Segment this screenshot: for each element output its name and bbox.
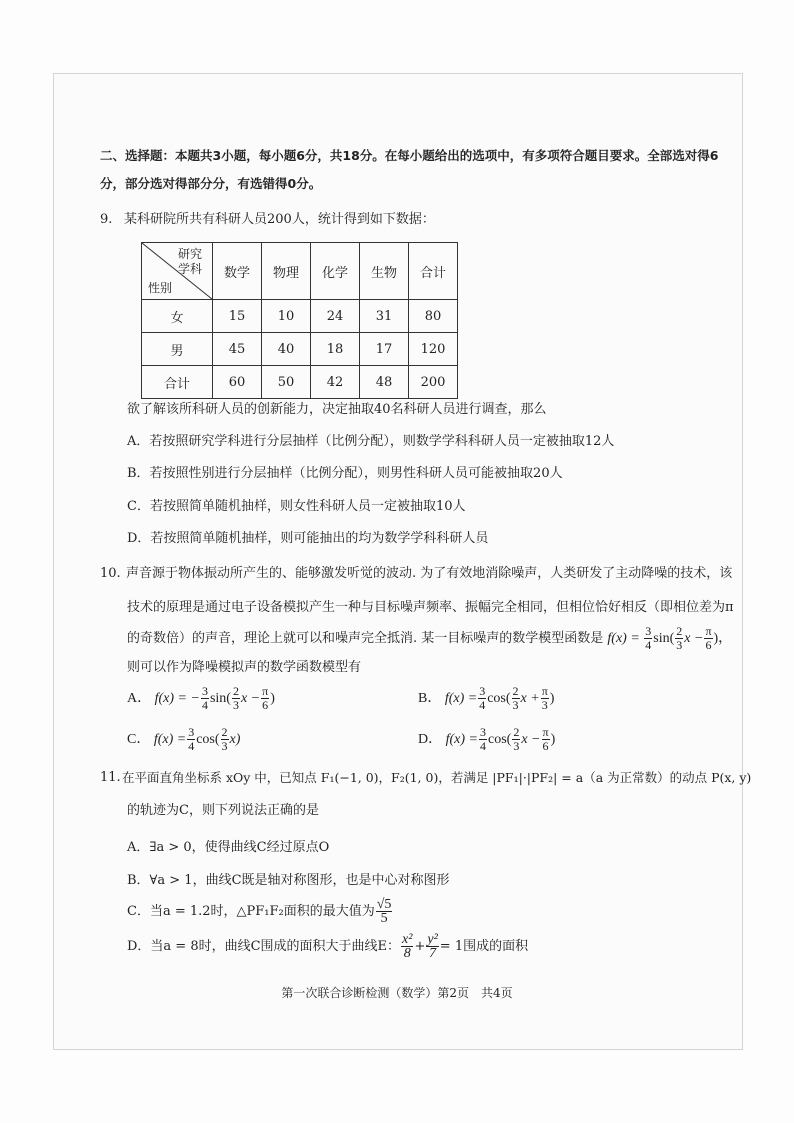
denominator: 5 xyxy=(380,911,388,926)
table-cell: 60 xyxy=(213,366,262,399)
numerator: √5 xyxy=(376,897,392,912)
closing: ) xyxy=(550,732,556,747)
q11-option-c xyxy=(127,897,393,927)
function-name: cos( xyxy=(487,691,511,706)
denominator: 4 xyxy=(645,638,652,653)
denominator: 6 xyxy=(262,698,269,713)
table-row-label: 男 xyxy=(142,333,213,366)
table-corner-cell xyxy=(142,243,213,300)
q9-option-d: D．若按照简单随机抽样，则可能抽出的均为数学学科科研人员 xyxy=(127,531,489,546)
q10-option-d xyxy=(418,726,555,754)
option-text: C．当a = 1.2时，△PF₁F₂面积的最大值为 xyxy=(127,904,375,919)
numerator: y² xyxy=(427,932,438,947)
page-footer: 第一次联合诊断检测（数学）第2页 共4页 xyxy=(281,986,513,1000)
closing: ) xyxy=(549,691,555,706)
numerator: x² xyxy=(402,932,413,947)
fx: f(x) = xyxy=(445,732,478,747)
fraction xyxy=(644,625,652,652)
q10-fx: f(x) = xyxy=(607,631,640,646)
q11-option-b: B．∀a > 1，曲线C既是轴对称图形，也是中心对称图形 xyxy=(127,873,450,888)
q9-data-table xyxy=(141,242,458,399)
fraction xyxy=(542,726,550,753)
fraction xyxy=(479,726,487,753)
operator: x − xyxy=(240,691,261,706)
fx: f(x) = − xyxy=(154,691,200,706)
denominator: 3 xyxy=(513,739,520,754)
numerator: 3 xyxy=(480,725,486,740)
numerator: π xyxy=(262,684,269,699)
numerator: 3 xyxy=(201,684,208,699)
denominator: 4 xyxy=(188,739,195,754)
fraction xyxy=(426,933,438,960)
q9-number: 9. xyxy=(100,212,113,227)
section-header-line2: 分，部分选对得部分分，有选错得0分。 xyxy=(100,176,322,191)
table-header-cell: 数学 xyxy=(213,243,262,300)
q11-option-a: A．∃a > 0，使得曲线C经过原点O xyxy=(127,840,330,855)
numerator: 2 xyxy=(513,725,520,740)
numerator: π xyxy=(541,684,548,699)
numerator: 3 xyxy=(479,684,486,699)
fraction xyxy=(201,685,209,712)
table-header-cell: 生物 xyxy=(360,243,409,300)
option-label: D． xyxy=(418,732,443,747)
denominator: 6 xyxy=(705,638,712,653)
numerator: π xyxy=(705,624,712,639)
option-label: C． xyxy=(127,732,151,747)
q10-model-function xyxy=(607,624,733,653)
q10-option-c xyxy=(127,726,240,754)
table-cell: 45 xyxy=(213,333,262,366)
fraction xyxy=(232,685,240,712)
closing: )， xyxy=(713,631,733,646)
numerator: 3 xyxy=(645,624,652,639)
table-cell: 80 xyxy=(409,300,458,333)
denominator: 8 xyxy=(403,946,411,961)
function-name: sin( xyxy=(209,691,231,706)
denominator: 3 xyxy=(232,698,239,713)
q10-line1: 声音源于物体振动所产生的、能够激发听觉的波动. 为了有效地消除噪声，人类研发了主动降噪的技术，该 xyxy=(126,566,733,581)
q10-line4: 则可以作为降噪模拟声的数学函数模型有 xyxy=(127,660,362,675)
denominator: 3 xyxy=(512,698,519,713)
fraction xyxy=(187,726,195,753)
q9-option-b: B．若按照性别进行分层抽样（比例分配），则男性科研人员可能被抽取20人 xyxy=(127,466,563,481)
fraction xyxy=(704,625,712,652)
denominator: 7 xyxy=(429,946,437,961)
numerator: 3 xyxy=(188,725,195,740)
table-cell: 18 xyxy=(311,333,360,366)
fx: f(x) = xyxy=(444,691,478,706)
operator: x − xyxy=(521,732,541,747)
corner-label-subject: 学科 xyxy=(178,262,203,276)
fraction xyxy=(512,685,520,712)
fraction xyxy=(675,625,683,652)
table-row xyxy=(142,333,458,366)
function-name: cos( xyxy=(488,732,512,747)
option-label: A． xyxy=(127,691,152,706)
fraction xyxy=(221,726,229,753)
option-text: D．当a = 8时，曲线C围成的面积大于曲线E： xyxy=(127,939,401,954)
numerator: 2 xyxy=(221,725,228,740)
option-label: B． xyxy=(418,691,442,706)
denominator: 6 xyxy=(542,739,549,754)
operator: x + xyxy=(520,691,540,706)
corner-label-research: 研究 xyxy=(178,247,203,261)
table-row xyxy=(142,300,458,333)
fraction xyxy=(541,685,549,712)
q9-stem: 某科研院所共有科研人员200人，统计得到如下数据： xyxy=(124,212,435,227)
fraction xyxy=(478,685,486,712)
q11-number: 11. xyxy=(100,770,121,785)
operator: + xyxy=(414,939,426,954)
q11-option-d xyxy=(127,932,528,962)
table-cell: 48 xyxy=(360,366,409,399)
q11-line1: 在平面直角坐标系 xOy 中，已知点 F₁(−1, 0)，F₂(1, 0)，若满足 |PF₁|·|PF₂| = a（a 为正常数）的动点 P(x, y) xyxy=(122,770,752,785)
operator: x − xyxy=(684,631,704,646)
table-cell: 31 xyxy=(360,300,409,333)
fraction xyxy=(376,898,393,925)
function-name: sin( xyxy=(653,631,675,646)
numerator: 2 xyxy=(676,624,683,639)
table-cell: 50 xyxy=(262,366,311,399)
section-header-line1: 二、选择题：本题共3小题，每小题6分，共18分。在每小题给出的选项中，有多项符合题目要求。全部选对得6 xyxy=(100,148,719,163)
denominator: 3 xyxy=(221,739,228,754)
q10-option-b xyxy=(418,685,554,713)
closing: ) xyxy=(270,691,275,706)
table-cell: 200 xyxy=(409,366,458,399)
table-cell: 42 xyxy=(311,366,360,399)
table-row xyxy=(142,366,458,399)
q9-question: 欲了解该所科研人员的创新能力，决定抽取40名科研人员进行调查，那么 xyxy=(127,402,547,417)
q9-option-a: A．若按照研究学科进行分层抽样（比例分配），则数学学科科研人员一定被抽取12人 xyxy=(127,434,615,449)
q9-option-c: C．若按照简单随机抽样，则女性科研人员一定被抽取10人 xyxy=(127,499,466,514)
closing: x) xyxy=(229,732,241,747)
denominator: 4 xyxy=(201,698,208,713)
numerator: π xyxy=(542,725,549,740)
denominator: 4 xyxy=(479,698,486,713)
table-cell: 120 xyxy=(409,333,458,366)
function-name: cos( xyxy=(196,732,220,747)
q10-number: 10. xyxy=(100,566,121,581)
option-text: = 1围成的面积 xyxy=(439,939,529,954)
q10-line3-text: 的奇数倍）的声音，理论上就可以和噪声完全抵消. 某一目标噪声的数学模型函数是 xyxy=(127,631,604,646)
table-cell: 24 xyxy=(311,300,360,333)
fraction xyxy=(401,933,413,960)
q10-line3 xyxy=(127,625,732,653)
q10-line2: 技术的原理是通过电子设备模拟产生一种与目标噪声频率、振幅完全相同，但相位恰好相反（即相位差为π xyxy=(127,600,734,615)
table-cell: 15 xyxy=(213,300,262,333)
table-row-label: 合计 xyxy=(142,366,213,399)
fraction xyxy=(261,685,269,712)
q10-option-a xyxy=(127,685,275,713)
denominator: 3 xyxy=(676,638,683,653)
denominator: 3 xyxy=(541,698,548,713)
table-header-cell: 物理 xyxy=(262,243,311,300)
q11-line2: 的轨迹为C，则下列说法正确的是 xyxy=(127,803,319,818)
denominator: 4 xyxy=(480,739,486,754)
numerator: 2 xyxy=(232,684,239,699)
table-header-cell: 合计 xyxy=(409,243,458,300)
numerator: 2 xyxy=(512,684,519,699)
table-header-cell: 化学 xyxy=(311,243,360,300)
corner-label-gender: 性别 xyxy=(148,281,173,295)
fx: f(x) = xyxy=(153,732,187,747)
table-cell: 40 xyxy=(262,333,311,366)
fraction xyxy=(512,726,520,753)
table-cell: 10 xyxy=(262,300,311,333)
table-cell: 17 xyxy=(360,333,409,366)
table-row-label: 女 xyxy=(142,300,213,333)
